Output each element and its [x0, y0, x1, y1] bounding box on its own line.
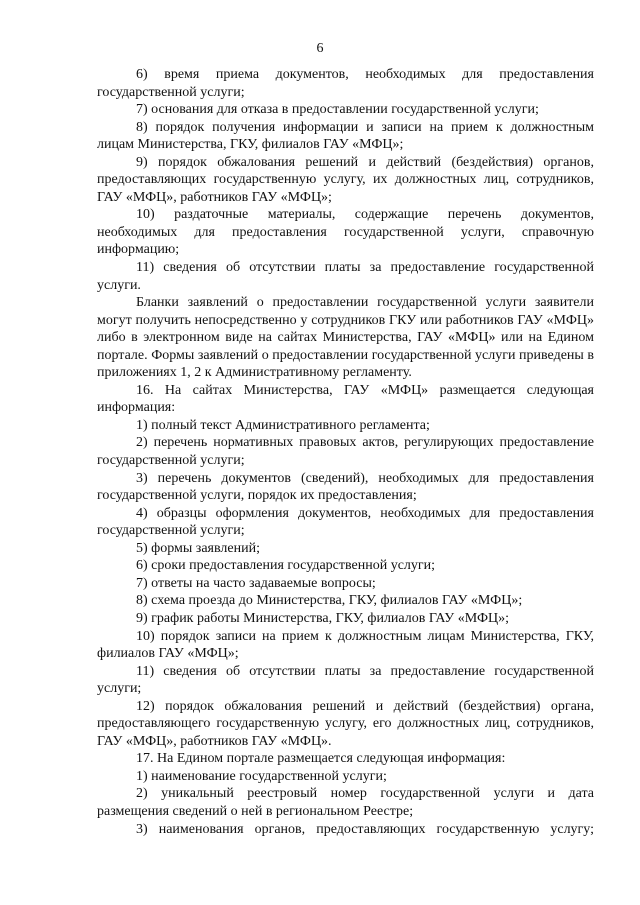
document-body [97, 66, 594, 838]
paragraph: 11) сведения об отсутствии платы за предоставление государственной услуги; [97, 663, 594, 697]
paragraph: 8) порядок получения информации и записи на прием к должностным лицам Министерства, ГКУ, филиалов ГАУ «МФЦ»; [97, 119, 594, 153]
paragraph: 3) перечень документов (сведений), необходимых для предоставления государственной услуги, порядок их предоставления; [97, 470, 594, 504]
paragraph: 2) уникальный реестровый номер государственной услуги и дата размещения сведений о ней в региональном Реестре; [97, 786, 594, 819]
paragraph: 10) раздаточные материалы, содержащие перечень документов, необходимых для предоставления государственной услуги, справочную информацию; [97, 207, 594, 258]
paragraph: 7) основания для отказа в предоставлении государственной услуги; [136, 102, 539, 118]
paragraph: Бланки заявлений о предоставлении государственной услуги заявители могут получить непосредственно у сотрудников ГКУ или работников ГАУ «МФЦ» либо в электронном виде на сайтах Министерства, ГАУ «МФЦ» или на Едином портале. Формы заявлений о предоставлении государственной услуги приведены в приложениях 1, 2 к Административному регламенту. [97, 295, 594, 381]
paragraph: 5) формы заявлений; [136, 540, 260, 556]
paragraph: 9) порядок обжалования решений и действий (бездействия) органов, предоставляющих государственную услугу, их должностных лиц, сотрудников, ГАУ «МФЦ», работников ГАУ «МФЦ»; [97, 154, 594, 205]
paragraph: 6) время приема документов, необходимых для предоставления государственной услуги; [97, 67, 594, 100]
paragraph: 8) схема проезда до Министерства, ГКУ, филиалов ГАУ «МФЦ»; [136, 593, 523, 609]
paragraph: 1) полный текст Административного регламента; [136, 417, 430, 433]
paragraph: 6) сроки предоставления государственной услуги; [136, 558, 436, 574]
paragraph: 10) порядок записи на прием к должностным лицам Министерства, ГКУ, филиалов ГАУ «МФЦ»; [97, 628, 594, 662]
paragraph: 7) ответы на часто задаваемые вопросы; [136, 575, 376, 591]
paragraph: 3) наименования органов, предоставляющих государственную услугу; [136, 821, 594, 837]
paragraph: 16. На сайтах Министерства, ГАУ «МФЦ» размещается следующая информация: [97, 382, 594, 416]
paragraph: 12) порядок обжалования решений и действий (бездействия) органа, предоставляющего государственную услугу, его должностных лиц, сотрудников, ГАУ «МФЦ», работников ГАУ «МФЦ». [97, 698, 594, 749]
paragraph: 2) перечень нормативных правовых актов, регулирующих предоставление государственной услуги; [97, 435, 594, 469]
paragraph: 4) образцы оформления документов, необходимых для предоставления государственной услуги; [97, 505, 594, 539]
paragraph: 11) сведения об отсутствии платы за предоставление государственной услуги. [97, 260, 594, 293]
paragraph: 1) наименование государственной услуги; [136, 768, 387, 784]
page-number: 6 [316, 41, 324, 56]
paragraph: 9) график работы Министерства, ГКУ, филиалов ГАУ «МФЦ»; [136, 610, 510, 626]
paragraph: 17. На Едином портале размещается следующая информация: [136, 751, 506, 767]
